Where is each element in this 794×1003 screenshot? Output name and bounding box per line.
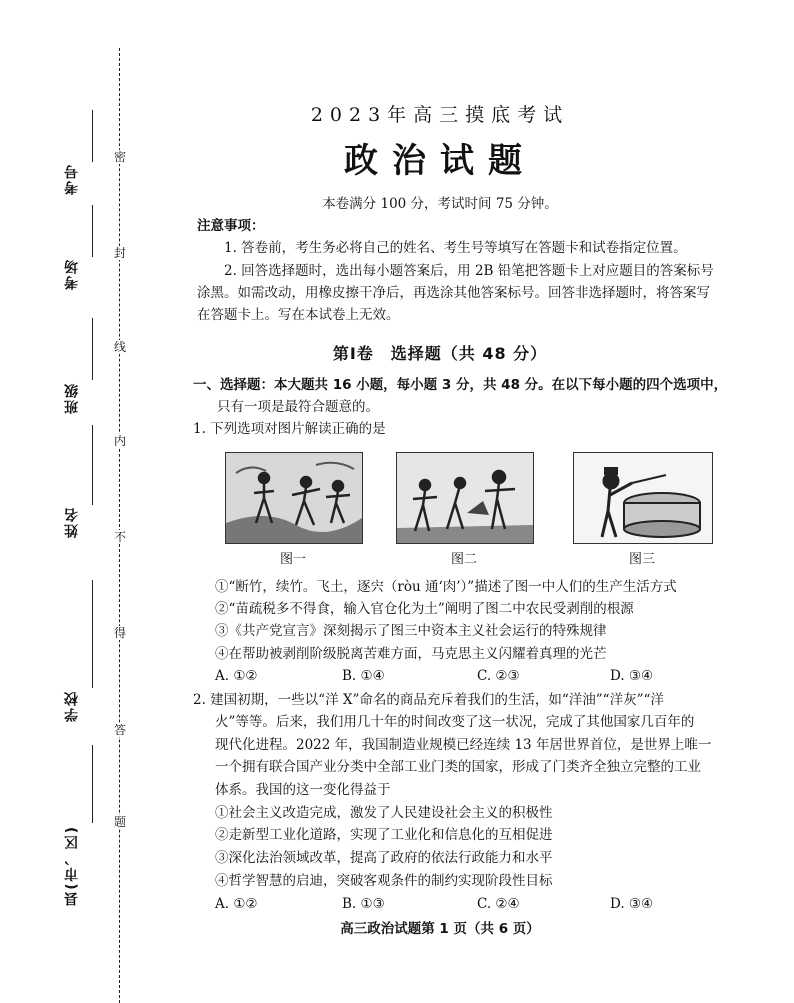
- section-title: 第Ⅰ卷 选择题（共 48 分）: [332, 344, 548, 363]
- q2-stem-line: 现代化进程。2022 年，我国制造业规模已经连续 13 年居世界首位，是世界上唯一: [215, 737, 712, 753]
- notes-heading: 注意事项：: [197, 218, 265, 234]
- seal-char: 密: [113, 150, 126, 164]
- page-title: 政治试题: [344, 141, 536, 181]
- section-instruction: 只有一项是最符合题意的。: [217, 399, 379, 415]
- page-footer: 高三政治试题第 1 页（共 6 页）: [340, 921, 540, 937]
- q2-stem-line: 体系。我国的这一变化得益于: [215, 782, 391, 798]
- seal-char: 封: [113, 246, 126, 260]
- binding-dashed-line: [119, 48, 120, 1003]
- exam-subtitle: 2023年高三摸底考试: [310, 104, 570, 126]
- q1-option-a: A. ①②: [215, 668, 258, 684]
- binding-label-exam-number: 考号: [64, 163, 80, 195]
- figure-3-caption: 图三: [628, 552, 655, 567]
- q2-option-a: A. ①②: [215, 896, 258, 912]
- q2-option-c: C. ②④: [477, 896, 520, 912]
- exam-number-field[interactable]: [92, 110, 93, 162]
- figure-1-image: [225, 452, 363, 544]
- class-field[interactable]: [92, 318, 93, 380]
- exam-room-field[interactable]: [92, 205, 93, 257]
- q1-option-b: B. ①④: [342, 668, 385, 684]
- seal-char: 答: [113, 723, 126, 737]
- q2-statement: ④哲学智慧的启迪，突破客观条件的制约实现阶段性目标: [215, 873, 553, 889]
- binding-label-class: 班级: [64, 382, 80, 414]
- figure-2-image: [396, 452, 534, 544]
- binding-label-county: 县(市、区): [64, 825, 80, 906]
- q1-statement: ①“断竹，续竹。飞土，逐宍（ròu 通‘肉’）”描述了图一中人们的生产生活方式: [215, 579, 677, 595]
- question-stem: 1. 下列选项对图片解读正确的是: [193, 421, 386, 437]
- q2-option-d: D. ③④: [610, 896, 654, 912]
- seal-char: 题: [113, 815, 126, 829]
- q2-stem-line: 火”等等。后来，我们用几十年的时间改变了这一状况，完成了其他国家几百年的: [215, 714, 695, 730]
- figure-3-image: [573, 452, 713, 544]
- county-field[interactable]: [92, 745, 93, 823]
- school-field[interactable]: [92, 580, 93, 688]
- section-instruction: 一、选择题：本大题共 16 小题，每小题 3 分，共 48 分。在以下每小题的四个选项中，: [193, 377, 728, 393]
- seal-char: 得: [113, 626, 126, 640]
- notes-line: 1. 答卷前，考生务必将自己的姓名、考生号等填写在答题卡和试卷指定位置。: [224, 240, 687, 256]
- q1-statement: ④在帮助被剥削阶级脱离苦难方面，马克思主义闪耀着真理的光芒: [215, 646, 607, 662]
- q2-statement: ②走新型工业化道路，实现了工业化和信息化的互相促进: [215, 827, 553, 843]
- q2-statement: ①社会主义改造完成，激发了人民建设社会主义的积极性: [215, 805, 553, 821]
- seal-char: 内: [113, 434, 126, 448]
- figure-1-caption: 图一: [279, 552, 306, 567]
- binding-label-name: 姓名: [64, 506, 80, 538]
- q2-stem-line: 一个拥有联合国产业分类中全部工业门类的国家，形成了门类齐全独立完整的工业: [215, 759, 701, 775]
- q1-option-d: D. ③④: [610, 668, 654, 684]
- notes-line: 涂黑。如需改动，用橡皮擦干净后，再选涂其他答案标号。回答非选择题时，将答案写: [197, 285, 710, 301]
- notes-line: 在答题卡上。写在本试卷上无效。: [197, 307, 400, 323]
- figure-2-caption: 图二: [450, 552, 477, 567]
- q1-statement: ②“苗疏税多不得食，输入官仓化为土”阐明了图二中农民受剥削的根源: [215, 601, 634, 617]
- q1-option-c: C. ②③: [477, 668, 520, 684]
- seal-char: 不: [113, 530, 126, 544]
- seal-char: 线: [113, 340, 126, 354]
- q2-option-b: B. ①③: [342, 896, 385, 912]
- notes-line: 2. 回答选择题时，选出每小题答案后，用 2B 铅笔把答题卡上对应题目的答案标号: [224, 263, 714, 279]
- q2-statement: ③深化法治领域改革，提高了政府的依法行政能力和水平: [215, 850, 553, 866]
- q2-stem-line: 2. 建国初期，一些以“洋 X”命名的商品充斥着我们的生活，如“洋油”“洋灰”“洋: [193, 692, 664, 708]
- q1-statement: ③《共产党宣言》深刻揭示了图三中资本主义社会运行的特殊规律: [215, 623, 607, 639]
- exam-info: 本卷满分 100 分，考试时间 75 分钟。: [322, 196, 558, 212]
- binding-label-exam-room: 考场: [64, 258, 80, 290]
- name-field[interactable]: [92, 425, 93, 505]
- binding-label-school: 学校: [64, 690, 80, 722]
